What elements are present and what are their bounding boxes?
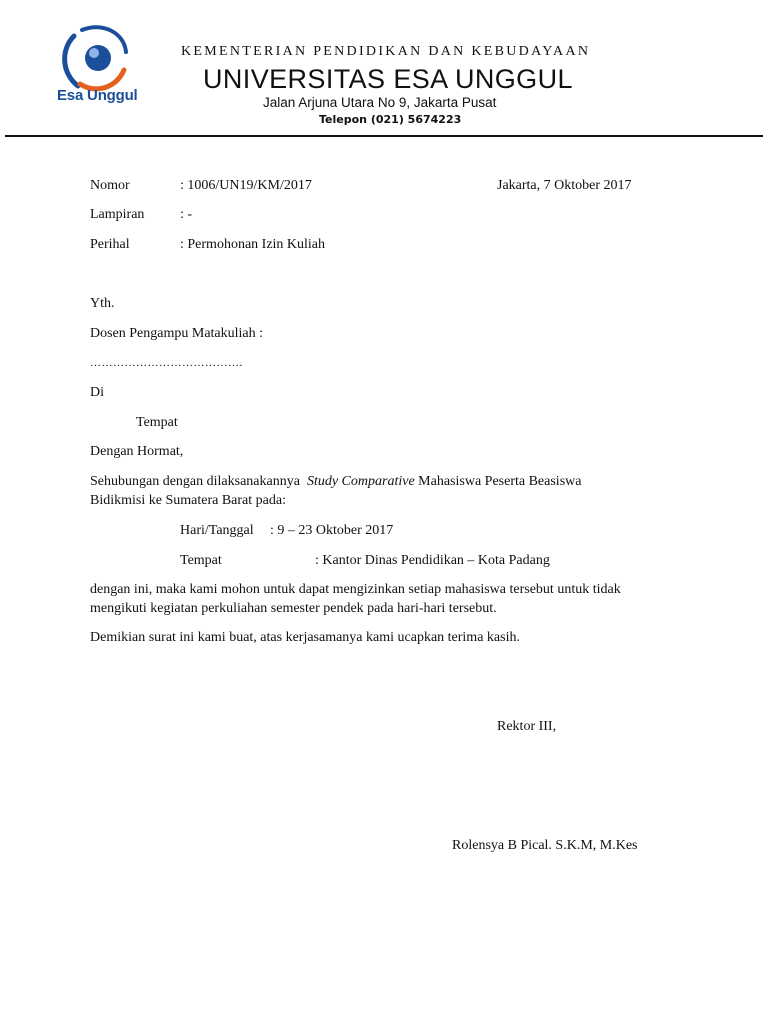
recipient-dots: …………………………………. — [90, 357, 243, 369]
tempat-detail-value: : Kantor Dinas Pendidikan – Kota Padang — [315, 553, 550, 568]
signature-position: Rektor III, — [497, 719, 557, 734]
nomor-label: Nomor — [90, 178, 130, 193]
paragraph-2-line-2: mengikuti kegiatan perkuliahan semester pendek pada hari-hari tersebut. — [90, 601, 497, 616]
hari-label: Hari/Tanggal — [180, 523, 254, 538]
yth: Yth. — [90, 296, 115, 311]
paragraph-1-line-1 — [90, 473, 581, 490]
university-phone: Telepon (021) 5674223 — [319, 113, 462, 126]
paragraph-1-line-2: Bidikmisi ke Sumatera Barat pada: — [90, 493, 286, 508]
p1-before: Sehubungan dengan dilaksanakannya — [90, 474, 300, 489]
tempat-detail-label: Tempat — [180, 553, 222, 568]
tempat-line: Tempat — [136, 415, 178, 430]
logo-name: Esa Unggul — [57, 87, 138, 104]
paragraph-3: Demikian surat ini kami buat, atas kerjasamanya kami ucapkan terima kasih. — [90, 630, 520, 645]
ministry-heading: KEMENTERIAN PENDIDIKAN DAN KEBUDAYAAN — [181, 44, 591, 59]
recipient-title: Dosen Pengampu Matakuliah : — [90, 326, 264, 341]
greeting: Dengan Hormat, — [90, 444, 184, 459]
p1-italic: Study Comparative — [306, 474, 415, 489]
paragraph-2-line-1: dengan ini, maka kami mohon untuk dapat mengizinkan setiap mahasiswa tersebut untuk tidak — [90, 582, 621, 597]
lampiran-label: Lampiran — [90, 207, 145, 222]
university-name: UNIVERSITAS ESA UNGGUL — [203, 64, 573, 94]
lampiran-value: : - — [180, 207, 193, 222]
p1-after: Mahasiswa Peserta Beasiswa — [414, 474, 582, 489]
hari-value: : 9 – 23 Oktober 2017 — [270, 523, 394, 538]
signature-name: Rolensya B Pical. S.K.M, M.Kes — [452, 838, 638, 853]
place-date: Jakarta, 7 Oktober 2017 — [497, 178, 632, 193]
perihal-value: : Permohonan Izin Kuliah — [180, 237, 326, 252]
nomor-value: : 1006/UN19/KM/2017 — [180, 178, 312, 193]
letterhead-divider — [5, 135, 763, 137]
perihal-label: Perihal — [90, 237, 130, 252]
di-label: Di — [90, 385, 104, 400]
university-address: Jalan Arjuna Utara No 9, Jakarta Pusat — [263, 95, 497, 110]
